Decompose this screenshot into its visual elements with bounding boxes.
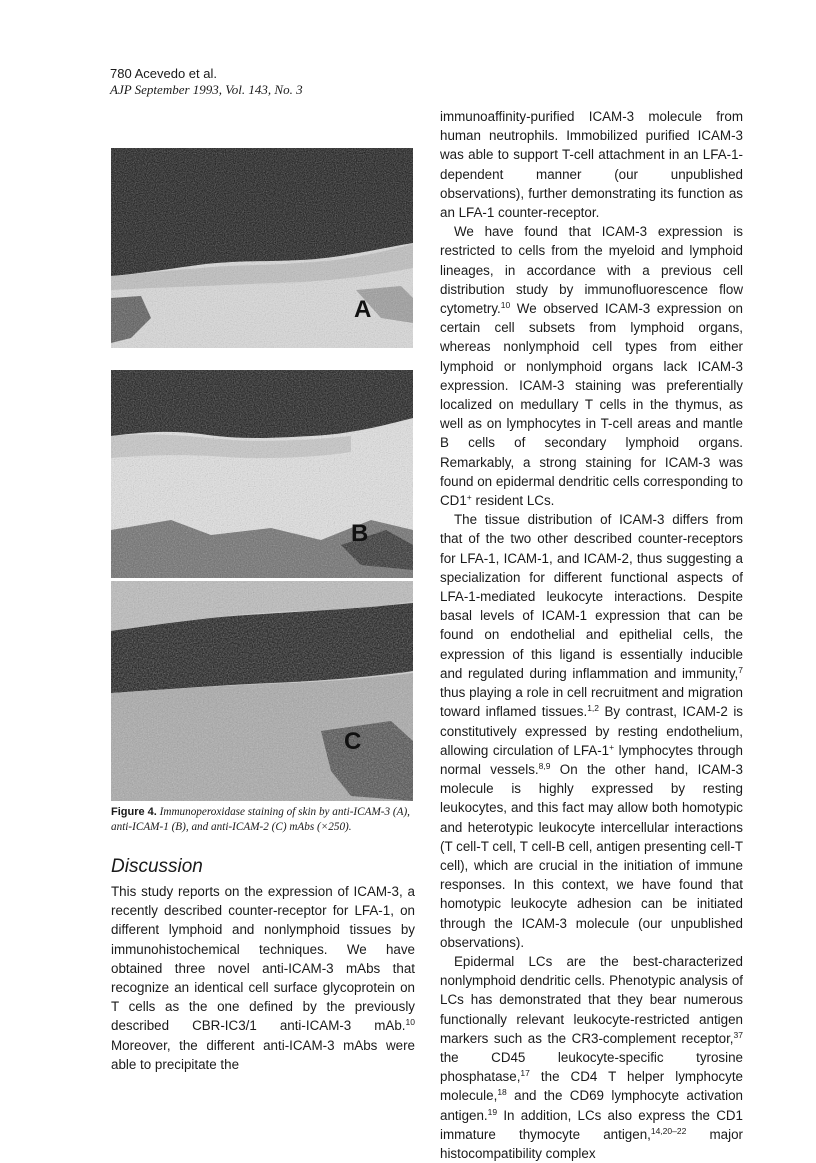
citation-ref: 14,20–22	[650, 1125, 687, 1136]
page-number: 780	[110, 66, 132, 81]
citation-ref: 1,2	[587, 703, 600, 714]
text-run: Moreover, the different anti-ICAM-3 mAbs were able to precipitate the	[111, 1037, 415, 1072]
caption-label: Figure 4.	[111, 806, 157, 818]
running-header	[110, 66, 303, 98]
panel-label-a: A	[354, 296, 372, 323]
paragraph	[440, 952, 743, 1163]
section-title-discussion: Discussion	[111, 856, 203, 877]
caption-text: Immunoperoxidase staining of skin by anti-ICAM-3 (A), anti-ICAM-1 (B), and anti-ICAM-2 (C) mAbs (×250).	[111, 806, 410, 833]
text-run: We have found that ICAM-3 expression is restricted to cells from the myeloid and lymphoid lineages, in accordance with a previous cell distribution study by immunofluorescence flow cytometry.	[440, 224, 743, 317]
text-run: and the CD69 lymphocyte activation antigen.	[440, 1088, 743, 1123]
citation-ref: 18	[497, 1087, 507, 1098]
paragraph	[440, 510, 743, 952]
citation-ref: 37	[733, 1029, 743, 1040]
micrograph-c-image	[111, 581, 413, 801]
micrograph-panel-b	[111, 370, 413, 578]
superscript: +	[609, 741, 615, 752]
citation-ref: 7	[738, 664, 743, 675]
figure-4	[111, 148, 413, 801]
panel-label-c: C	[344, 728, 362, 755]
text-run: lymphocytes through normal vessels.	[440, 742, 743, 777]
text-run: This study reports on the expression of ICAM-3, a recently described counter-receptor for LFA-1, on different lymphoid and nonlymphoid tissues by immunohistochemical techniques. We have obtained three novel anti-ICAM-3 mAbs that recognize an identical cell surface glycoprotein on T cells as the one defined by the previously described CBR-IC3/1 anti-ICAM-3 mAb.	[111, 884, 415, 1034]
text-run: thus playing a role in cell recruitment and migration toward inflamed tissues.	[440, 685, 743, 720]
text-run: resident LCs.	[471, 493, 555, 509]
text-run: major histocompatibility complex	[440, 1126, 743, 1161]
paragraph	[111, 882, 415, 1074]
text-run: The tissue distribution of ICAM-3 differs from that of the two other described counter-receptors for LFA-1, ICAM-1, and ICAM-2, thus suggesting a specialization for different functional aspects of LFA-1-mediated leukocyte interactions. Despite basal levels of ICAM-1 expression that can be found on endothelial and epithelial cells, the expression of this ligand is essentially inducible and regulated during inflammation and immunity,	[440, 512, 743, 681]
left-column	[111, 882, 415, 1074]
paragraph	[440, 222, 743, 510]
superscript: +	[466, 492, 472, 503]
citation-ref: 10	[405, 1017, 415, 1028]
citation-ref: 8,9	[538, 760, 551, 771]
text-run: We observed ICAM-3 expression on certain cell subsets from lymphoid organs, whereas nonlymphoid cell types from either lymphoid or nonlymphoid organs lack ICAM-3 expression. ICAM-3 staining was preferentially localized on medullary T cells in the thymus, as well as on lymphocytes in T-cell areas and mantle B cells of secondary lymphoid organs. Remarkably, a strong staining for ICAM-3 was found on epidermal dendritic cells corresponding to CD1	[440, 301, 743, 509]
text-run: In addition, LCs also express the CD1 immature thymocyte antigen,	[440, 1107, 743, 1142]
figure-caption	[111, 805, 416, 835]
right-column	[440, 107, 743, 1163]
micrograph-panel-c	[111, 581, 413, 801]
citation-ref: 19	[487, 1106, 498, 1117]
panel-label-b: B	[351, 520, 369, 547]
text-run: Epidermal LCs are the best-characterized nonlymphoid dendritic cells. Phenotypic analysis of LCs has demonstrated that they bear numerous functionally relevant leukocyte-restricted antigen markers such as the CR3-complement receptor,	[440, 953, 743, 1046]
journal-citation: AJP September 1993, Vol. 143, No. 3	[110, 82, 303, 97]
text-run: By contrast, ICAM-2 is constitutively expressed by resting endothelium, allowing circulation of LFA-1	[440, 704, 743, 758]
citation-ref: 10	[500, 300, 511, 311]
text-run: On the other hand, ICAM-3 molecule is highly expressed by resting leukocytes, and this fact may allow both homotypic and heterotypic leukocyte intercellular interactions (T cell-T cell, T cell-B cell, antigen presenting cell-T cell), which are crucial in the initiation of immune responses. In this context, we have found that homotypic leukocyte adhesion can be initiated through the ICAM-3 molecule (our unpublished observations).	[440, 761, 743, 950]
citation-ref: 17	[520, 1068, 530, 1079]
text-run: the CD45 leukocyte-specific tyrosine phosphatase,	[440, 1049, 743, 1085]
header-authors: Acevedo et al.	[134, 66, 217, 81]
text-run: the CD4 T helper lymphocyte molecule,	[440, 1069, 743, 1104]
micrograph-panel-a	[111, 148, 413, 348]
paragraph: immunoaffinity-purified ICAM-3 molecule from human neutrophils. Immobilized purified ICAM-3 was able to support T-cell attachment in an LFA-1-dependent manner (our unpublished observations), further demonstrating its function as an LFA-1 counter-receptor.	[440, 109, 743, 221]
